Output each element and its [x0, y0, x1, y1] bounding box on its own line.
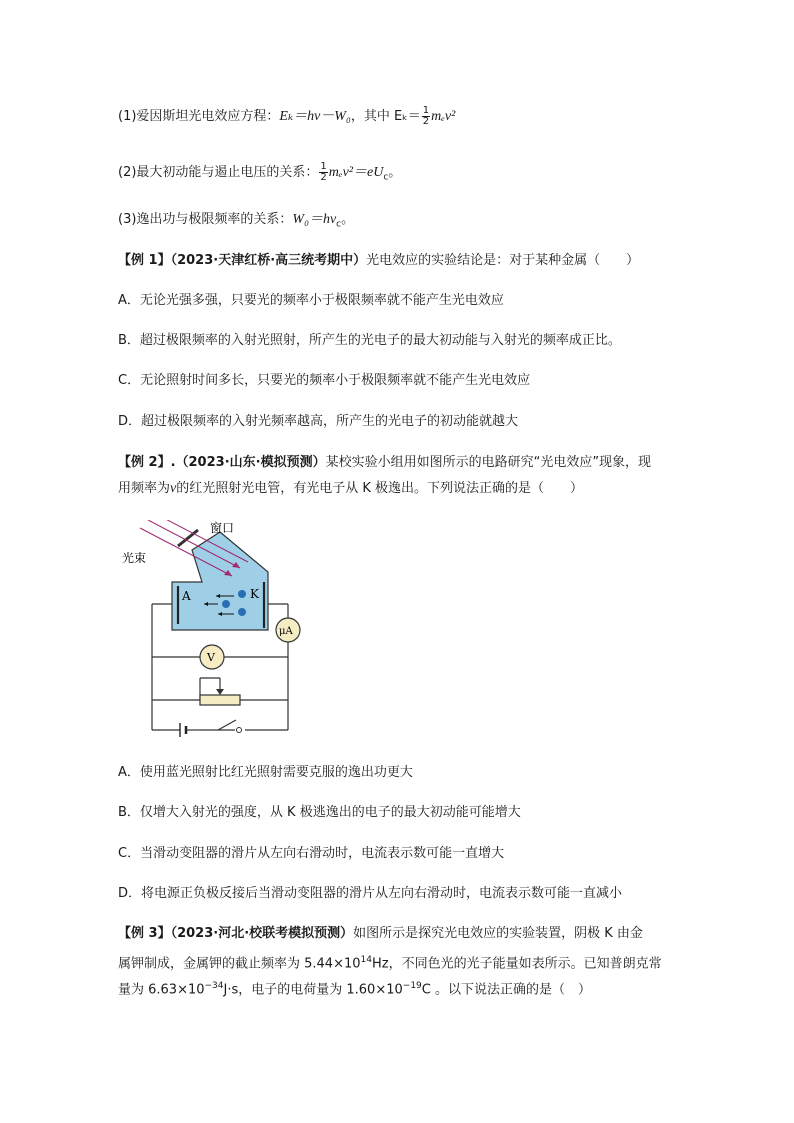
photoelectric-circuit-diagram	[120, 520, 320, 740]
label-window: 窗口	[210, 521, 235, 535]
example-2-option-b: B．仅增大入射光的强度，从 K 极逃逸出的电子的最大初动能可能增大	[118, 805, 521, 820]
example-1-option-c: C．无论照射时间多长，只要光的频率小于极限频率就不能产生光电效应	[118, 373, 531, 388]
fraction-half: $\frac{1}{2}$	[422, 105, 430, 127]
example-1-option-a: A．无论光强多强，只要光的频率小于极限频率就不能产生光电效应	[118, 293, 504, 308]
electron-dot	[238, 590, 246, 598]
example-1-option-d: D．超过极限频率的入射光频率越高，所产生的光电子的初动能就越大	[118, 414, 519, 429]
example-1-stem: 【例 1】（2023·天津红桥·高三统考期中）光电效应的实验结论是：对于某种金属（ ）	[118, 253, 640, 268]
window-glass	[178, 530, 198, 546]
example-3-stem-line-3: 量为 $6.63\times 10^{-34}J\cdot s$，电子的电荷量为 $1.60\times 10^{-19}C$ 。以下说法正确的是（ ）	[118, 981, 591, 998]
example-3-stem-line-1: 【例 3】（2023·河北·校联考模拟预测）如图所示是探究光电效应的实验装置，阴极 K 由金	[118, 926, 643, 941]
electron-dot	[238, 608, 246, 616]
rheostat-icon	[200, 695, 240, 705]
slider-arrow-icon	[216, 689, 224, 695]
label-a: A	[182, 589, 191, 603]
switch-icon	[218, 720, 236, 730]
example-3-stem-line-2: 属钾制成，金属钾的截止频率为 $5.44\times 10^{14}Hz$，不同色光的光子能量如表所示。已知普朗克常	[118, 955, 662, 972]
formula-2: (2)最大初动能与遏止电压的关系： $\frac{1}{2}$ $m_ev^2=eU_c$。	[118, 161, 402, 183]
formula-3: (3)逸出功与极限频率的关系：$W_0=h\nu_c$。	[118, 212, 355, 230]
formula-1: (1)爱因斯坦光电效应方程：Eₖ＝hν－W₀，其中 Eₖ＝ $\frac{1}{2}$ mₑv²	[118, 105, 456, 127]
example-2-stem-line-2: 用频率为ν的红光照射光电管，有光电子从 K 极逸出。下列说法正确的是（ ）	[118, 481, 584, 496]
fraction-half: $\frac{1}{2}$	[320, 161, 327, 183]
example-2-option-d: D．将电源正负极反接后当滑动变阻器的滑片从左向右滑动时，电流表示数可能一直减小	[118, 886, 623, 901]
example-2-stem-line-1: 【例 2】.（2023·山东·模拟预测）某校实验小组用如图所示的电路研究“光电效应”现象，现	[118, 455, 652, 470]
label-voltmeter: V	[207, 651, 215, 664]
example-2-option-c: C．当滑动变阻器的滑片从左向右滑动时，电流表示数可能一直增大	[118, 846, 505, 861]
label-beam: 光束	[122, 551, 147, 565]
label-k: K	[250, 587, 259, 601]
label-microammeter: μA	[279, 626, 293, 637]
example-1-option-b: B．超过极限频率的入射光照射，所产生的光电子的最大初动能与入射光的频率成正比。	[118, 333, 621, 348]
electron-dot	[222, 600, 230, 608]
example-2-option-a: A．使用蓝光照射比红光照射需要克服的逸出功更大	[118, 765, 413, 780]
